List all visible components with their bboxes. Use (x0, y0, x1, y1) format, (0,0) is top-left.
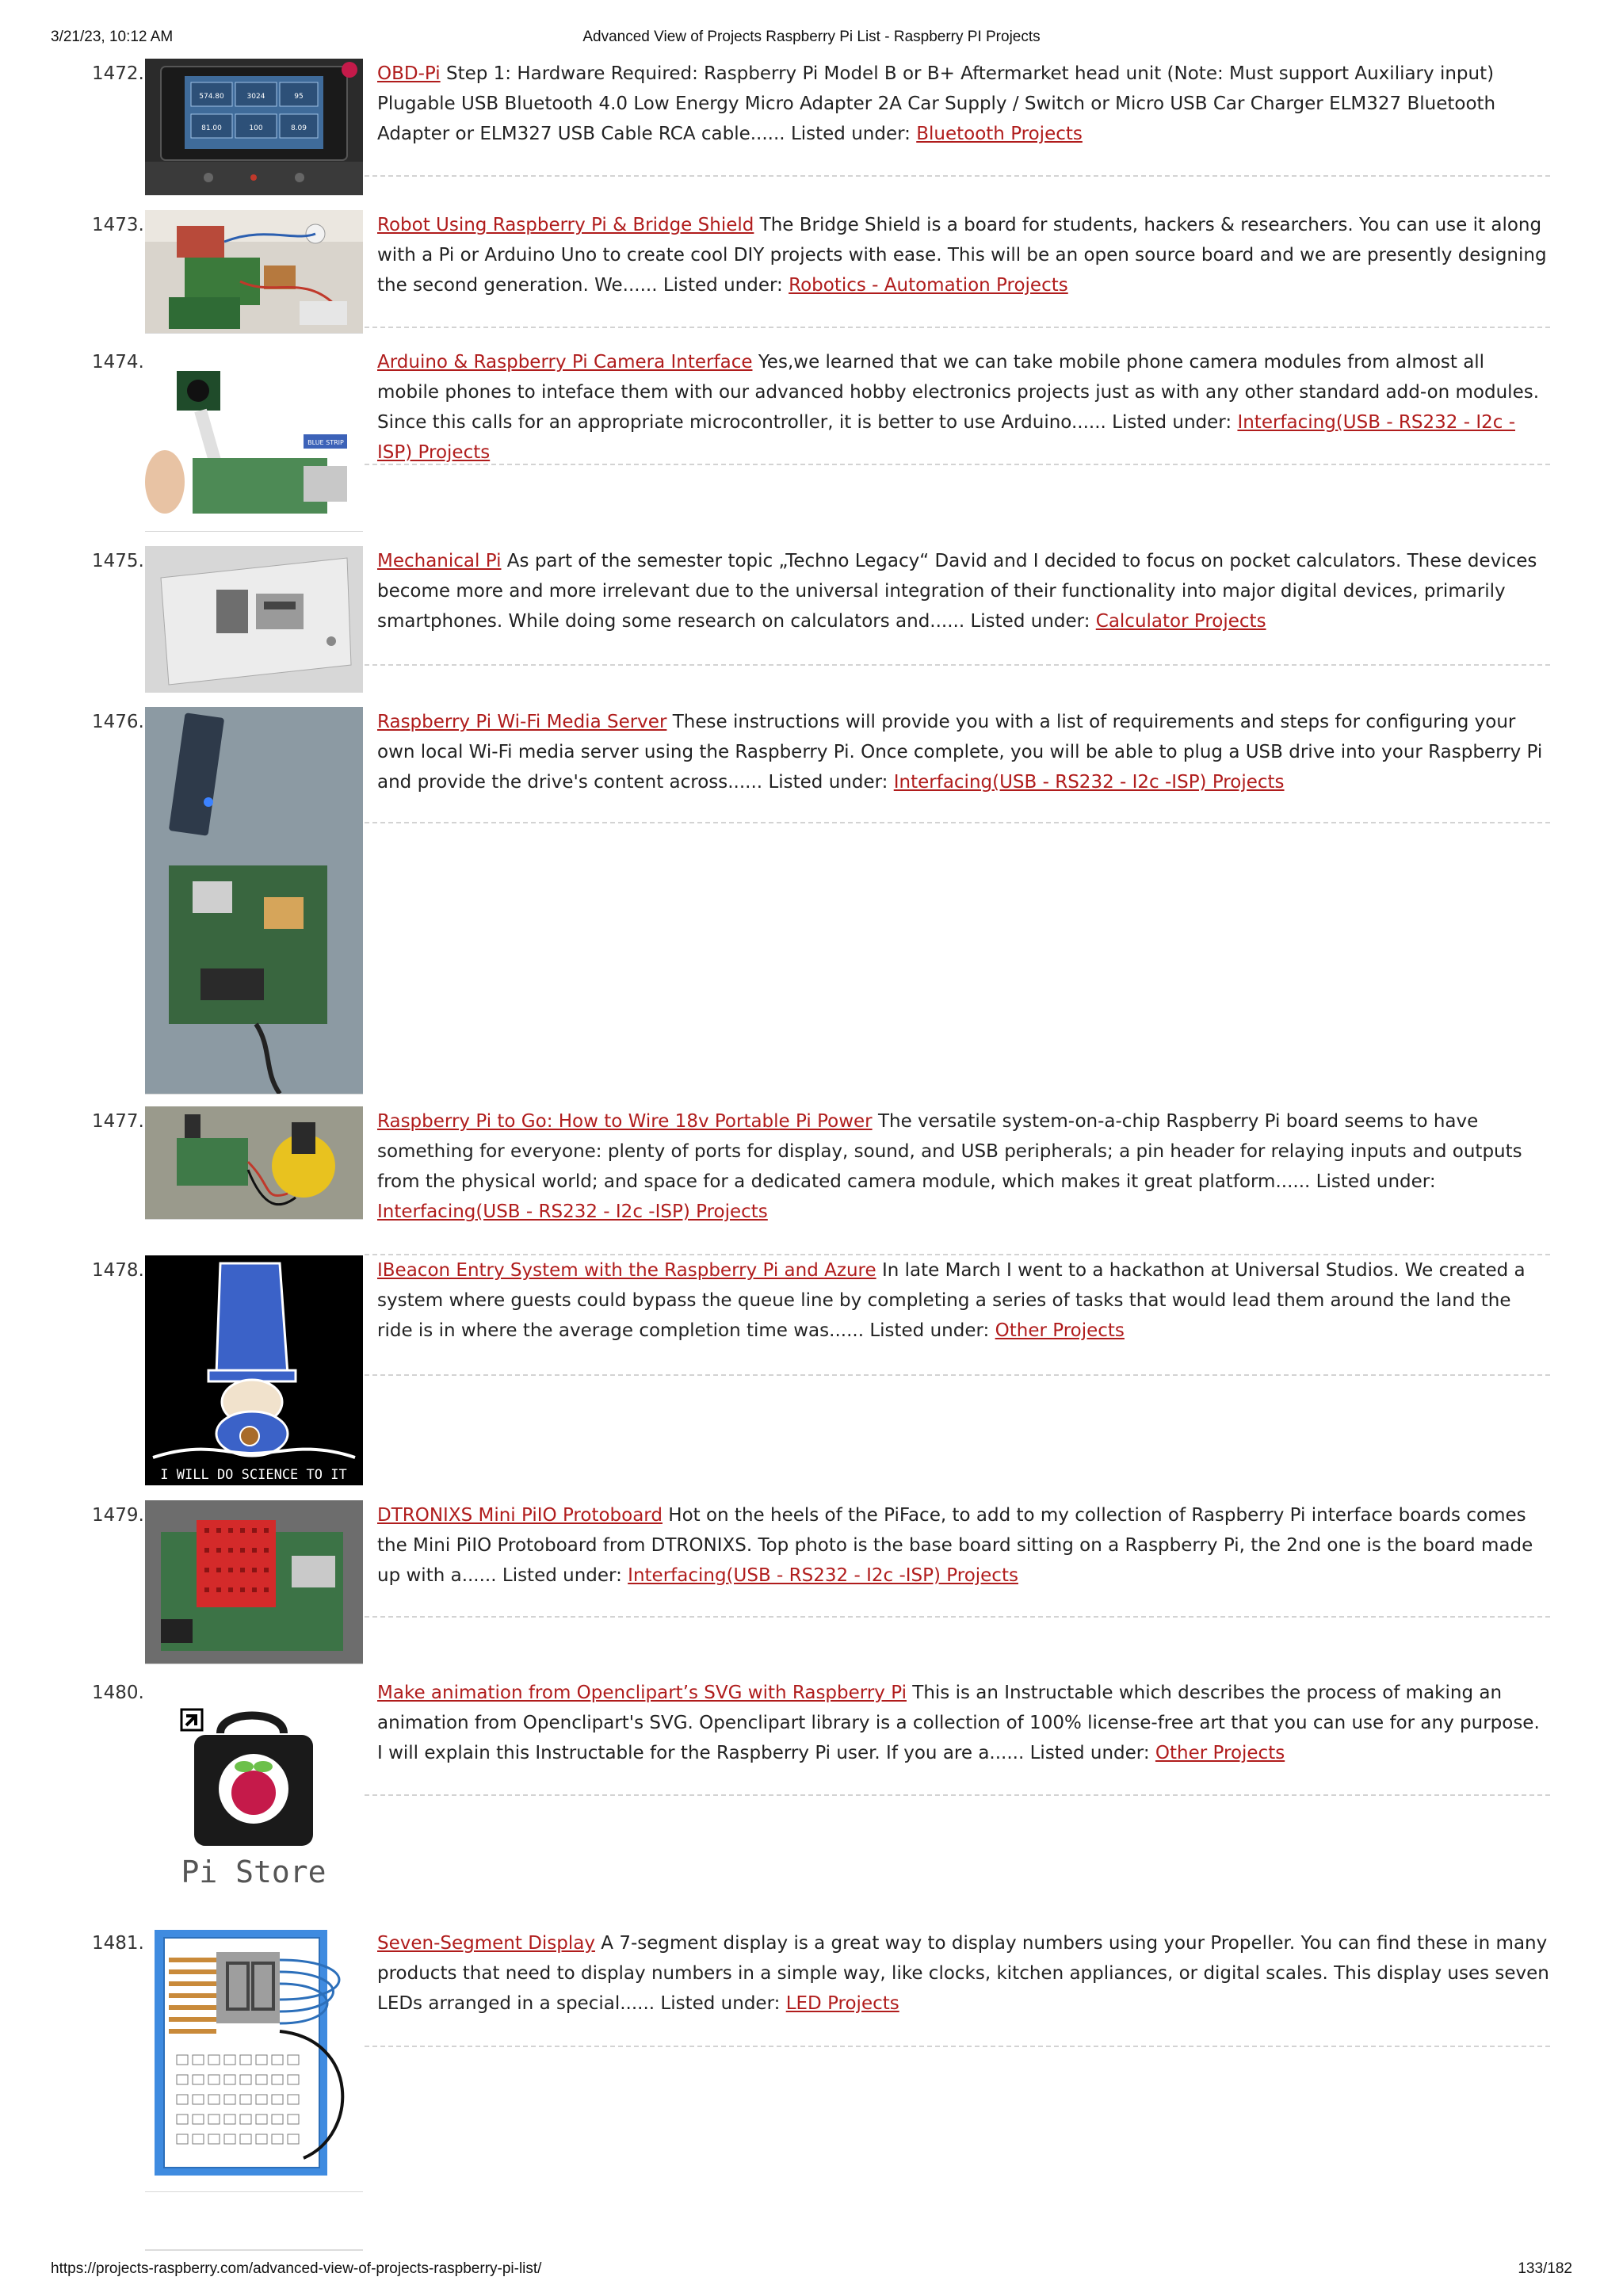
entry-text (377, 1928, 1550, 2019)
entry-divider (365, 1374, 1550, 1376)
entry-title-link[interactable]: Mechanical Pi (377, 551, 502, 571)
entry-text (377, 210, 1550, 300)
entry-number: 1475. (92, 551, 144, 571)
entry-category-link[interactable]: Other Projects (1155, 1743, 1285, 1763)
entry-text (377, 59, 1550, 149)
entry-title-link[interactable]: OBD-Pi (377, 63, 441, 84)
thumb-readout: 8.09 (290, 124, 307, 132)
entry-number: 1480. (92, 1683, 144, 1703)
entry-description: In late March I went to a hackathon at Universal Studios. We created a system where guests could bypass the queue line by completing a series of tasks that would lead them around the land the ride is in where the average completion time was...... (377, 1260, 1526, 1341)
thumb-caption: BLUE STRIP (307, 439, 344, 446)
entry-divider (365, 822, 1550, 823)
entry-text (377, 546, 1550, 636)
entry-number: 1478. (92, 1260, 144, 1281)
listed-under-label: Listed under: (1316, 1171, 1436, 1192)
entry-number: 1473. (92, 215, 144, 235)
entry-category-link[interactable]: Other Projects (995, 1320, 1125, 1341)
listed-under-label: Listed under: (502, 1565, 622, 1586)
thumb-caption: I WILL DO SCIENCE TO IT (160, 1467, 347, 1483)
entry-text (377, 347, 1550, 468)
thumbnail-image[interactable] (145, 347, 363, 532)
thumbnail-image[interactable] (145, 1500, 363, 1664)
entry-text (377, 1106, 1550, 1227)
entry-description: Hot on the heels of the PiFace, to add to my collection of Raspberry Pi interface boards comes the Mini PiIO Protoboard from DTRONIXS. Top photo is the base board sitting on a Raspberry Pi, the 2nd one is the board made up with a...... (377, 1505, 1533, 1586)
entry-title-link[interactable]: IBeacon Entry System with the Raspberry Pi and Azure (377, 1260, 876, 1281)
entry-title-link[interactable]: Make animation from Openclipart’s SVG with Raspberry Pi (377, 1683, 907, 1703)
entry-divider (365, 327, 1550, 328)
entry-number: 1474. (92, 352, 144, 372)
listed-under-label: Listed under: (970, 611, 1090, 632)
entry-category-link[interactable]: Calculator Projects (1095, 611, 1266, 632)
listed-under-label: Listed under: (663, 275, 783, 296)
entry-title-link[interactable]: Robot Using Raspberry Pi & Bridge Shield (377, 215, 754, 235)
entry-category-link[interactable]: Robotics - Automation Projects (789, 275, 1068, 296)
entry-text (377, 1678, 1550, 1768)
listed-under-label: Listed under: (869, 1320, 990, 1341)
entry-category-link[interactable]: Interfacing(USB - RS232 - I2c -ISP) Projects (893, 772, 1285, 793)
print-footer (51, 2260, 1572, 2281)
thumb-readout: 95 (294, 93, 304, 101)
entry-divider (365, 175, 1550, 177)
entry-number: 1476. (92, 712, 144, 732)
entry-divider (365, 464, 1550, 465)
entry-divider (365, 664, 1550, 666)
print-url: https://projects-raspberry.com/advanced-view-of-projects-raspberry-pi-list/ (51, 2260, 542, 2277)
print-header (51, 29, 1572, 49)
listed-under-label: Listed under: (1112, 412, 1232, 433)
entry-description: Step 1: Hardware Required: Raspberry Pi Model B or B+ Aftermarket head unit (Note: Must support Auxiliary input) Plugable USB Bluetooth 4.0 Low Energy Micro Adapter 2A Car Supply / Switch or Micro USB Car Charger ELM327 Bluetooth Adapter or ELM327 USB Cable RCA cable...... (377, 63, 1496, 144)
entry-description: These instructions will provide you with a list of requirements and steps for configuring your own local Wi-Fi media server using the Raspberry Pi. Once complete, you will be able to plug a USB drive into your Raspberry Pi and provide the drive's content across...... (377, 712, 1543, 793)
thumbnail-image[interactable] (145, 1255, 363, 1486)
entry-description: The versatile system-on-a-chip Raspberry Pi board seems to have something for everyone: plenty of ports for display, sound, and USB peripherals; a pin header for relaying inputs and outputs from the physical world; and space for a dedicated camera module, which makes it great platform...... (377, 1111, 1522, 1192)
thumb-readout: 574.80 (199, 93, 224, 101)
entry-number: 1472. (92, 63, 144, 84)
thumb-caption: Pi Store (181, 1855, 327, 1889)
entry-description: As part of the semester topic „Techno Legacy“ David and I decided to focus on pocket calculators. These devices become more and more irrelevant due to the universal integration of their functionality into major digital devices, primarily smartphones. While doing some research on calculators and...... (377, 551, 1537, 632)
print-page-title: Advanced View of Projects Raspberry Pi List - Raspberry PI Projects (582, 29, 1041, 45)
entry-category-link[interactable]: LED Projects (785, 1993, 899, 2014)
thumbnail-image[interactable] (145, 59, 363, 196)
print-datetime: 3/21/23, 10:12 AM (51, 29, 174, 45)
thumbnail-image[interactable] (145, 1928, 363, 2192)
entry-text (377, 1255, 1550, 1346)
entry-description: A 7-segment display is a great way to display numbers using your Propeller. You can find these in many products that need to display numbers in a simple way, like clocks, kitchen appliances, or digital scales. This display uses seven LEDs arranged in a special...... (377, 1933, 1549, 2014)
listed-under-label: Listed under: (768, 772, 888, 793)
listed-under-label: Listed under: (660, 1993, 781, 2014)
thumb-readout: 81.00 (201, 124, 222, 132)
listed-under-label: Listed under: (1029, 1743, 1150, 1763)
entry-divider (365, 2046, 1550, 2047)
next-thumbnail-edge (145, 2249, 363, 2251)
entry-number: 1481. (92, 1933, 144, 1954)
thumbnail-image[interactable] (145, 546, 363, 693)
listed-under-label: Listed under: (790, 124, 911, 144)
entry-title-link[interactable]: DTRONIXS Mini PiIO Protoboard (377, 1505, 663, 1526)
thumbnail-image[interactable] (145, 210, 363, 334)
entry-title-link[interactable]: Raspberry Pi to Go: How to Wire 18v Portable Pi Power (377, 1111, 873, 1132)
entry-text (377, 707, 1550, 797)
entry-title-link[interactable]: Raspberry Pi Wi-Fi Media Server (377, 712, 667, 732)
thumbnail-image[interactable] (145, 1678, 363, 1893)
entry-description: The Bridge Shield is a board for students, hackers & researchers. You can use it along with a Pi or Arduino Uno to create cool DIY projects with ease. This will be an open source board and we are presently designing the second generation. We...... (377, 215, 1547, 296)
thumbnail-image[interactable] (145, 707, 363, 1095)
entry-title-link[interactable]: Seven-Segment Display (377, 1933, 595, 1954)
thumb-readout: 3024 (246, 93, 265, 101)
entry-category-link[interactable]: Bluetooth Projects (916, 124, 1083, 144)
entry-category-link[interactable]: Interfacing(USB - RS232 - I2c -ISP) Projects (377, 412, 1516, 463)
entry-number: 1479. (92, 1505, 144, 1526)
entry-text (377, 1500, 1550, 1591)
thumb-readout: 100 (249, 124, 263, 132)
thumbnail-image[interactable] (145, 1106, 363, 1220)
entry-description: Yes,we learned that we can take mobile phone camera modules from almost all mobile phones to inteface them with our advanced hobby electronics projects just as with any other standard add-on modules. Since this calls for an appropriate microcontroller, it is better to use Arduino...... (377, 352, 1540, 433)
entry-number: 1477. (92, 1111, 144, 1132)
entry-category-link[interactable]: Interfacing(USB - RS232 - I2c -ISP) Projects (377, 1201, 768, 1222)
entry-title-link[interactable]: Arduino & Raspberry Pi Camera Interface (377, 352, 753, 372)
entry-category-link[interactable]: Interfacing(USB - RS232 - I2c -ISP) Projects (628, 1565, 1018, 1586)
entry-divider (365, 1794, 1550, 1796)
entry-description: This is an Instructable which describes the process of making an animation from Openclipart's SVG. Openclipart library is a collection of 100% license-free art that you can use for any purpose. I will explain this Instructable for the Raspberry Pi user. If you are a...... (377, 1683, 1540, 1763)
print-page-number: 133/182 (1518, 2260, 1572, 2277)
entry-divider (365, 1616, 1550, 1618)
